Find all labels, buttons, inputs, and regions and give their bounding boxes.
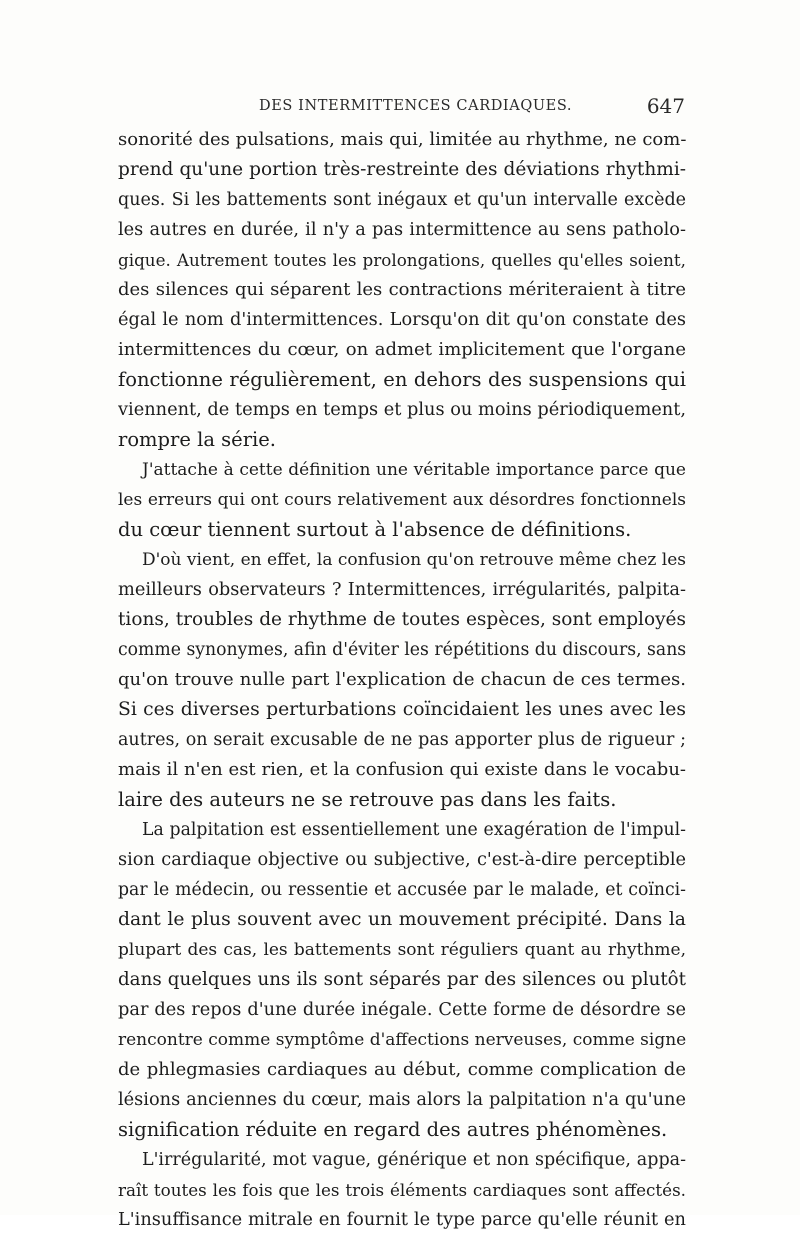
text-line: viennent, de temps en temps et plus ou moins périodiquement, xyxy=(118,400,686,420)
text-line: les autres en durée, il n'y a pas intermittence au sens patholo- xyxy=(118,220,686,240)
text-line: gique. Autrement toutes les prolongations, quelles qu'elles soient, xyxy=(118,250,686,270)
text-line: égal le nom d'intermittences. Lorsqu'on dit qu'on constate des xyxy=(118,310,686,330)
paragraph-first-line: La palpitation est essentiellement une exagération de l'impul- xyxy=(142,820,686,840)
text-line: raît toutes les fois que les trois éléments cardiaques sont affectés. xyxy=(118,1180,686,1200)
paragraph-first-line: L'irrégularité, mot vague, générique et non spécifique, appa- xyxy=(142,1150,686,1170)
text-line: de phlegmasies cardiaques au début, comme complication de xyxy=(118,1059,686,1080)
text-line: dans quelques uns ils sont séparés par des silences ou plutôt xyxy=(118,969,686,990)
text-line: tions, troubles de rhythme de toutes espèces, sont employés xyxy=(118,609,686,630)
running-head xyxy=(118,94,685,120)
text-line: qu'on trouve nulle part l'explication de chacun de ces termes. xyxy=(118,669,686,690)
paragraph-first-line: D'où vient, en effet, la confusion qu'on retrouve même chez les xyxy=(142,550,686,570)
text-line: lésions anciennes du cœur, mais alors la palpitation n'a qu'une xyxy=(118,1090,686,1110)
text-line: fonctionne régulièrement, en dehors des suspensions qui xyxy=(118,368,686,391)
text-line: ques. Si les battements sont inégaux et qu'un intervalle excède xyxy=(118,190,686,210)
text-line: sonorité des pulsations, mais qui, limitée au rhythme, ne com- xyxy=(118,129,686,150)
text-line: signification réduite en regard des autres phénomènes. xyxy=(118,1118,668,1141)
running-title: DES INTERMITTENCES CARDIAQUES. xyxy=(259,98,573,114)
body-text xyxy=(118,125,686,1235)
text-line: rencontre comme symptôme d'affections nerveuses, comme signe xyxy=(118,1030,686,1050)
text-line: par le médecin, ou ressentie et accusée par le malade, et coïnci- xyxy=(118,880,686,900)
text-line: dant le plus souvent avec un mouvement précipité. Dans la xyxy=(118,909,686,930)
text-line: plupart des cas, les battements sont réguliers quant au rhythme, xyxy=(118,940,686,960)
text-line: L'insuffisance mitrale en fournit le type parce qu'elle réunit en xyxy=(118,1210,686,1230)
text-line: sion cardiaque objective ou subjective, c'est-à-dire perceptible xyxy=(118,850,686,870)
text-line: comme synonymes, afin d'éviter les répétitions du discours, sans xyxy=(118,640,686,660)
text-line: Si ces diverses perturbations coïncidaient les unes avec les xyxy=(118,699,686,720)
text-line: laire des auteurs ne se retrouve pas dans les faits. xyxy=(118,788,617,811)
text-line: autres, on serait excusable de ne pas apporter plus de rigueur ; xyxy=(118,730,686,750)
page-number: 647 xyxy=(646,94,685,118)
text-line: mais il n'en est rien, et la confusion qui existe dans le vocabu- xyxy=(118,759,686,780)
text-line: meilleurs observateurs ? Intermittences, irrégularités, palpita- xyxy=(118,580,686,600)
text-line: intermittences du cœur, on admet implicitement que l'organe xyxy=(118,339,686,360)
text-line: par des repos d'une durée inégale. Cette forme de désordre se xyxy=(118,1000,686,1020)
text-line: des silences qui séparent les contractions mériteraient à titre xyxy=(118,279,686,300)
text-line: rompre la série. xyxy=(118,428,276,451)
text-line: du cœur tiennent surtout à l'absence de définitions. xyxy=(118,518,632,541)
paragraph-first-line: J'attache à cette définition une véritable importance parce que xyxy=(142,460,686,480)
text-line: prend qu'une portion très-restreinte des déviations rhythmi- xyxy=(118,159,686,180)
text-line: les erreurs qui ont cours relativement aux désordres fonctionnels xyxy=(118,490,686,510)
